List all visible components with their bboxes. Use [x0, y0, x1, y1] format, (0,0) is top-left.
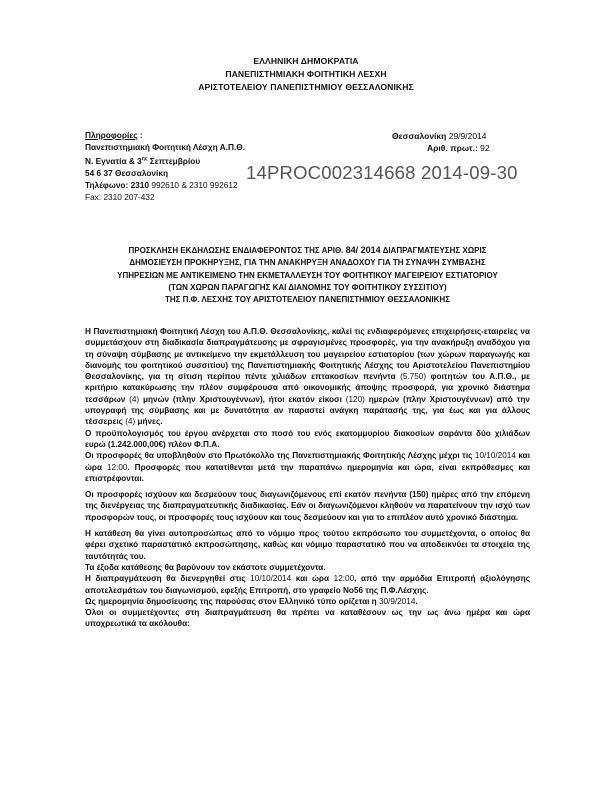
title-line-1	[85, 244, 530, 257]
title-line-3: ΥΠΗΡΕΣΙΩΝ ΜΕ ΑΝΤΙΚΕΙΜΕΝΟ ΤΗΝ ΕΚΜΕΤΑΛΛΕΥΣΗ ΤΟΥ ΦΟΙΤΗΤΙΚΟΥ ΜΑΓΕΙΡΕΙΟΥ ΕΣΤΙΑΤΟΡΙΟΥ	[117, 270, 498, 280]
p1-days: (120)	[345, 394, 365, 404]
info-colon: :	[137, 130, 143, 140]
info-postcode: 54 6 37 Θεσσαλονίκη	[85, 167, 169, 178]
p1-e: μήνες.	[135, 417, 163, 427]
p2-b: πλέον Φ.Π.Α.	[165, 439, 220, 449]
p1-d: ημερών (πλην Χριστουγέννων) από την υπογραφή της σύμβασης και με δυνατότητα αν παραστεί ανάγκη παράτασής της, για έως και για άλλους τέσσερεις	[85, 394, 530, 427]
p3-b: και ώρα	[85, 451, 530, 472]
p1-students: (5.750)	[400, 372, 427, 382]
protocol-row	[427, 143, 490, 153]
header-country: ΕΛΛΗΝΙΚΗ ΔΗΜΟΚΡΑΤΙΑ	[253, 56, 359, 66]
info-street-sup: ης	[141, 156, 148, 162]
p8-a: Ως ημερομηνία δημοσίευσης της παρούσας στον Ελληνικό τύπο ορίζεται η	[85, 596, 379, 606]
info-phone-numbers: 992610 & 2310 992612	[149, 179, 238, 190]
p1-b: φοιτητών του Α.Π.Θ., με κριτήριο κατακύρωσης την πλέον συμφέρουσα από οικονομικής άποψης προσφορά, για χρονικό διάστημα τεσσάρων	[85, 372, 530, 404]
title-l1a: ΠΡΟΣΚΛΗΣΗ ΕΚΔΗΛΩΣΗΣ ΕΝΔΙΑΦΕΡΟΝΤΟΣ ΤΗΣ ΑΡΙΘ.	[128, 246, 346, 255]
p7-b: και ώρα	[291, 574, 334, 584]
info-phone-label: Τηλέφωνο: 2310	[85, 179, 150, 190]
paragraph-costs: Τα έξοδα κατάθεσης θα βαρύνουν τον εκάστοτε συμμετέχοντα.	[85, 562, 326, 572]
header-organization: ΠΑΝΕΠΙΣΤΗΜΙΑΚΗ ΦΟΙΤΗΤΙΚΗ ΛΕΣΧΗ	[225, 69, 387, 79]
p8-b: .	[415, 596, 418, 606]
paragraph-validity: Οι προσφορές ισχύουν και δεσμεύουν τους διαγωνιζόμενους επί εκατόν πενήντα (150) ημέρες από την επόμενη της διενέργειας της διαπραγματευτικής διαδικασίας. Εάν οι διαγωνιζόμενοι κληθούν να παρατείνουν την ισχύ των προσφορών τους, οι προσφορές τους ισχύουν και τους δεσμεύουν και για το επιπλέον αυτό χρονικό διάστημα.	[85, 490, 530, 522]
date-row	[392, 131, 487, 141]
title-l1b: ΔΙΑΠΡΑΓΜΑΤΕΥΣΗΣ ΧΩΡΙΣ	[380, 246, 487, 255]
info-street-row	[85, 153, 245, 167]
p3-c: . Προσφορές που κατατίθενται μετά την παραπάνω ημερομηνία και ώρα, είναι εκπρόθεσμες και επιστρέφονται.	[85, 462, 530, 483]
place: Θεσσαλονίκη	[392, 131, 447, 141]
protocol-number: 92	[480, 143, 490, 153]
p7-a: Η διαπραγμάτευση θα διενεργηθεί στις	[85, 574, 251, 584]
info-street: Ν. Εγνατία & 3	[85, 155, 142, 166]
p3-time: 12:00	[106, 462, 128, 472]
title-number: 84/ 2014	[345, 245, 381, 255]
p3-a: Οι προσφορές θα υποβληθούν στο Πρωτόκολλο της Πανεπιστημιακής Φοιτητικής Λέσχης μέχρι τις	[85, 451, 475, 461]
p7-time: 12:00	[333, 574, 355, 584]
protocol-label: Αριθ. πρωτ.:	[427, 143, 478, 153]
paragraph-budget	[85, 428, 530, 451]
p8-date: 30/9/2014	[378, 596, 416, 606]
title-line-4: (ΤΩΝ ΧΩΡΩΝ ΠΑΡΑΓΩΓΗΣ ΚΑΙ ΔΙΑΝΟΜΗΣ ΤΟΥ ΦΟΙΤΗΤΙΚΟΥ ΣΥΣΣΙΤΙΟΥ)	[168, 282, 447, 292]
p1-extension: (4)	[125, 417, 136, 427]
header-university: ΑΡΙΣΤΟΤΕΛΕΙΟΥ ΠΑΝΕΠΙΣΤΗΜΙΟΥ ΘΕΣΣΑΛΟΝΙΚΗΣ	[198, 82, 414, 92]
paragraph-scope	[85, 326, 530, 428]
p2-a: Ο προϋπολογισμός του έργου ανέρχεται στο ποσό του ενός εκατομμυρίου διακοσίων σαράντα δύο χιλιάδων ευρώ	[85, 428, 530, 449]
contact-info	[85, 129, 245, 203]
paragraph-negotiation	[85, 573, 530, 596]
info-org: Πανεπιστημιακή Φοιτητική Λέσχη Α.Π.Θ.	[85, 142, 246, 152]
info-label-row	[85, 129, 245, 141]
p7-c: , από την αρμόδια Επιτροπή αξιολόγησης αποτελεσμάτων του διαγωνισμού, εφεξής Επιτροπή, στο γραφείο Νο56 της Π.Φ.Λέσχης.	[85, 574, 530, 595]
info-fax: Fax: 2310 207-432	[85, 191, 155, 202]
info-street-tail: Σεπτεμβρίου	[147, 155, 201, 166]
info-label: Πληροφορίες	[85, 130, 138, 140]
p1-months: (4)	[129, 394, 140, 404]
paragraph-deposit: Η κατάθεση θα γίνει αυτοπροσώπως από το νόμιμο προς τούτου εκπρόσωπο του συμμετέχοντα, ο οποίος θα φέρει σχετικό παραστατικό εκπροσώπησης, καθώς και νόμιμο παραστατικό που να αποδεικνύει τα στοιχεία της ταυτότητάς του.	[85, 529, 530, 561]
p2-amount: (1.242.000,00€)	[107, 439, 166, 449]
p1-c: μηνών (πλην Χριστουγέννων), ήτοι εκατόν είκοσι	[139, 394, 346, 404]
date: 29/9/2014	[448, 131, 487, 141]
paragraph-requirements: Όλοι οι συμμετέχοντες στη διαπραγμάτευση θα πρέπει να καταθέσουν ως την ως άνω ημέρα και ώρα υποχρεωτικά τα ακόλουθα:	[85, 608, 530, 629]
document-title	[85, 244, 530, 306]
paragraph-publication	[85, 596, 530, 607]
title-line-2: ΔΗΜΟΣΙΕΥΣΗ ΠΡΟΚΗΡΥΞΗΣ, ΓΙΑ ΤΗΝ ΑΝΑΚΗΡΥΞΗ ΑΝΑΔΟΧΟΥ ΓΙΑ ΤΗ ΣΥΝΑΨΗ ΣΥΜΒΑΣΗΣ	[129, 258, 486, 268]
info-phone-row	[85, 179, 245, 191]
title-line-5: ΤΗΣ Π.Φ. ΛΕΣΧΗΣ ΤΟΥ ΑΡΙΣΤΟΤΕΛΕΙΟΥ ΠΑΝΕΠΙΣΤΗΜΙΟΥ ΘΕΣΣΑΛΟΝΙΚΗΣ	[164, 295, 450, 305]
p1-a: Η Πανεπιστημιακή Φοιτητική Λέσχη του Α.Π.Θ. Θεσσαλονίκης, καλεί τις ενδιαφερόμενες επιχειρήσεις-εταιρείες να συμμετάσχουν στη διαδικασία διαπραγμάτευσης με σφραγισμένες προσφορές, για την ανακήρυξη αναδόχου για τη σύναψη σύμβασης με αντικείμενο την εκμετάλλευση του μαγειρείου εστιατορίου (των χώρων παραγωγής και διανομής του φοιτητικού συσσιτίου) της Πανεπιστημιακής Φοιτητικής Λέσχης του Αριστοτελείου Πανεπιστημίου Θεσσαλονίκης, για τη σίτιση περίπου πέντε χιλιάδων επτακοσίων πενήντα	[85, 327, 530, 382]
p7-date: 10/10/2014	[250, 574, 292, 584]
diavgeia-stamp: 14PROC002314668 2014-09-30	[246, 162, 518, 183]
p3-date: 10/10/2014	[474, 451, 516, 461]
paragraph-submission	[85, 450, 530, 484]
document-body	[85, 326, 530, 630]
